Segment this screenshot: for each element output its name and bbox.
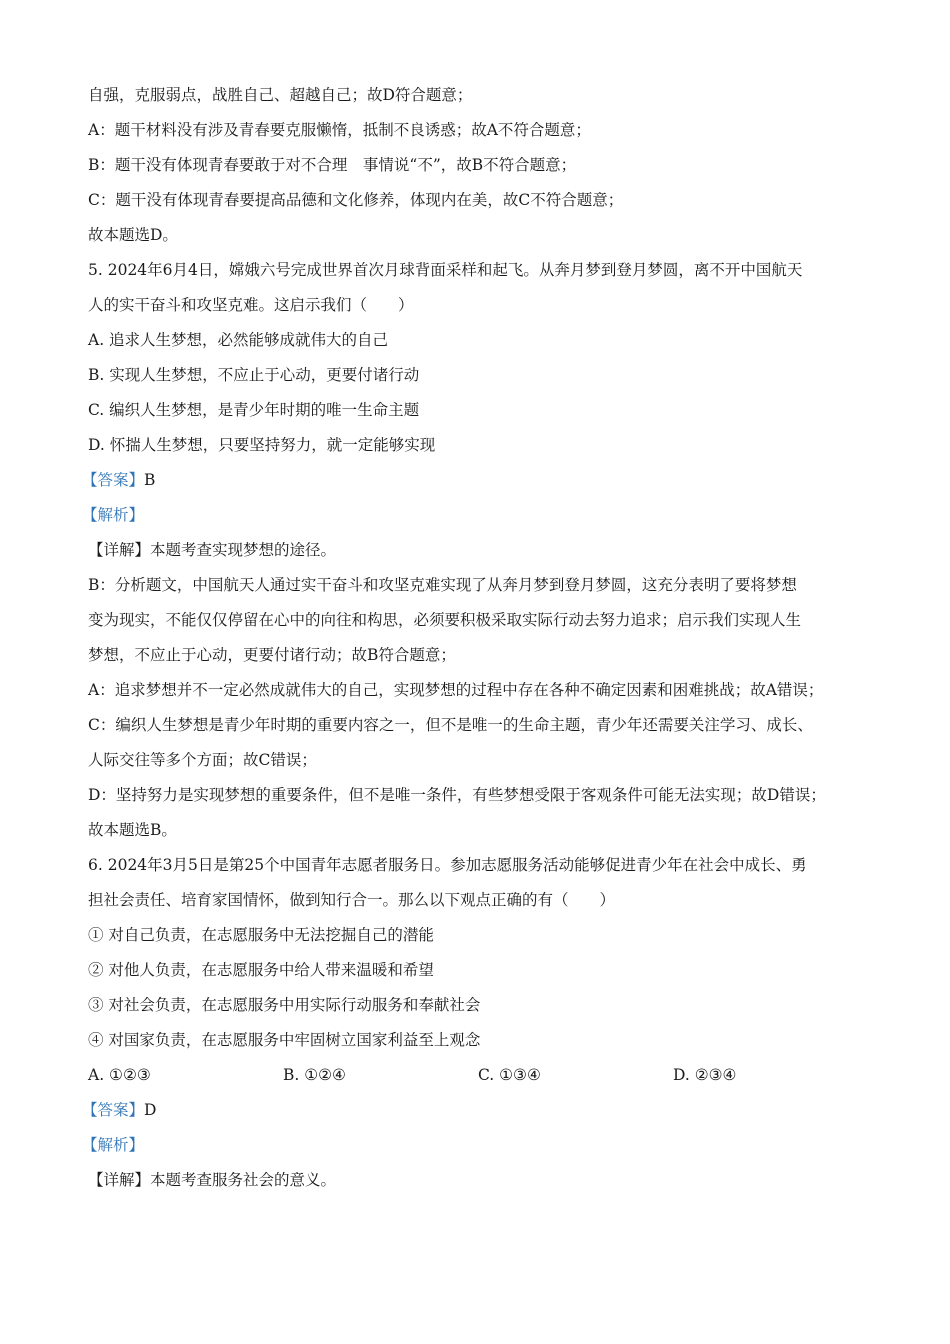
text-line: 故本题选D。 (88, 226, 178, 244)
explanation-line: 人际交往等多个方面；故C错误； (88, 751, 317, 769)
text-line: 自强，克服弱点，战胜自己、超越自己；故D符合题意； (88, 86, 473, 104)
text-line: A：题干材料没有涉及青春要克服懒惰，抵制不良诱惑；故A不符合题意； (88, 121, 591, 139)
explanation-line: B：分析题文，中国航天人通过实干奋斗和攻坚克难实现了从奔月梦到登月梦圆，这充分表明了要将梦想 (88, 576, 797, 594)
option-a: A. 追求人生梦想，必然能够成就伟大的自己 (88, 331, 389, 349)
text-line: C：题干没有体现青春要提高品德和文化修养，体现内在美，故C不符合题意； (88, 191, 624, 209)
option-c: C. 编织人生梦想，是青少年时期的唯一生命主题 (88, 401, 420, 419)
answer-line (82, 1093, 878, 1128)
previous-answer-explanation (88, 78, 878, 253)
answer-value: D (144, 1101, 157, 1119)
document-page (82, 78, 878, 1198)
question-stem: 6. 2024年3月5日是第25个中国青年志愿者服务日。参加志愿服务活动能够促进青少年在社会中成长、勇 (88, 856, 807, 874)
detail-line: 【详解】本题考查实现梦想的途径。 (88, 541, 337, 559)
answer-tag: 【答案】 (82, 471, 145, 489)
explanation-line: D：坚持努力是实现梦想的重要条件，但不是唯一条件，有些梦想受限于客观条件可能无法实现；故D错误； (88, 786, 826, 804)
explanation-line: A：追求梦想并不一定必然成就伟大的自己，实现梦想的过程中存在各种不确定因素和困难挑战；故A错误； (88, 681, 824, 699)
option-d: D. 怀揣人生梦想，只要坚持努力，就一定能够实现 (88, 436, 436, 454)
option-c: C. ①③④ (478, 1066, 541, 1084)
option-d: D. ②③④ (673, 1066, 737, 1084)
statement-item-4: ④ 对国家负责，在志愿服务中牢固树立国家利益至上观念 (88, 1031, 481, 1049)
answer-value: B (144, 471, 156, 489)
analysis-tag: 【解析】 (82, 1136, 145, 1154)
answer-line (82, 463, 878, 498)
question-stem: 担社会责任、培育家国情怀，做到知行合一。那么以下观点正确的有（ ） (88, 891, 616, 909)
statement-item-2: ② 对他人负责，在志愿服务中给人带来温暖和希望 (88, 961, 434, 979)
statement-item-1: ① 对自己负责，在志愿服务中无法挖掘自己的潜能 (88, 926, 434, 944)
option-b: B. ①②④ (283, 1066, 346, 1084)
question-6 (82, 848, 878, 1198)
analysis-line (82, 498, 878, 533)
statement-item-3: ③ 对社会负责，在志愿服务中用实际行动服务和奉献社会 (88, 996, 481, 1014)
analysis-tag: 【解析】 (82, 506, 145, 524)
explanation-line: 变为现实，不能仅仅停留在心中的向往和构思，必须要积极采取实际行动去努力追求；启示我们实现人生 (88, 611, 802, 629)
conclusion-line: 故本题选B。 (88, 821, 177, 839)
question-stem: 人的实干奋斗和攻坚克难。这启示我们（ ） (88, 296, 414, 314)
option-a: A. ①②③ (88, 1066, 151, 1084)
question-5 (82, 253, 878, 848)
analysis-line (82, 1128, 878, 1163)
explanation-line: C：编织人生梦想是青少年时期的重要内容之一，但不是唯一的生命主题，青少年还需要关注学习、成长、 (88, 716, 813, 734)
options-row (88, 1058, 878, 1093)
detail-line: 【详解】本题考查服务社会的意义。 (88, 1171, 337, 1189)
option-b: B. 实现人生梦想，不应止于心动，更要付诸行动 (88, 366, 420, 384)
explanation-line: 梦想，不应止于心动，更要付诸行动；故B符合题意； (88, 646, 456, 664)
question-stem: 5. 2024年6月4日，嫦娥六号完成世界首次月球背面采样和起飞。从奔月梦到登月梦圆，离不开中国航天 (88, 261, 803, 279)
text-line: B：题干没有体现青春要敢于对不合理 事情说“不”，故B不符合题意； (88, 156, 577, 174)
answer-tag: 【答案】 (82, 1101, 145, 1119)
